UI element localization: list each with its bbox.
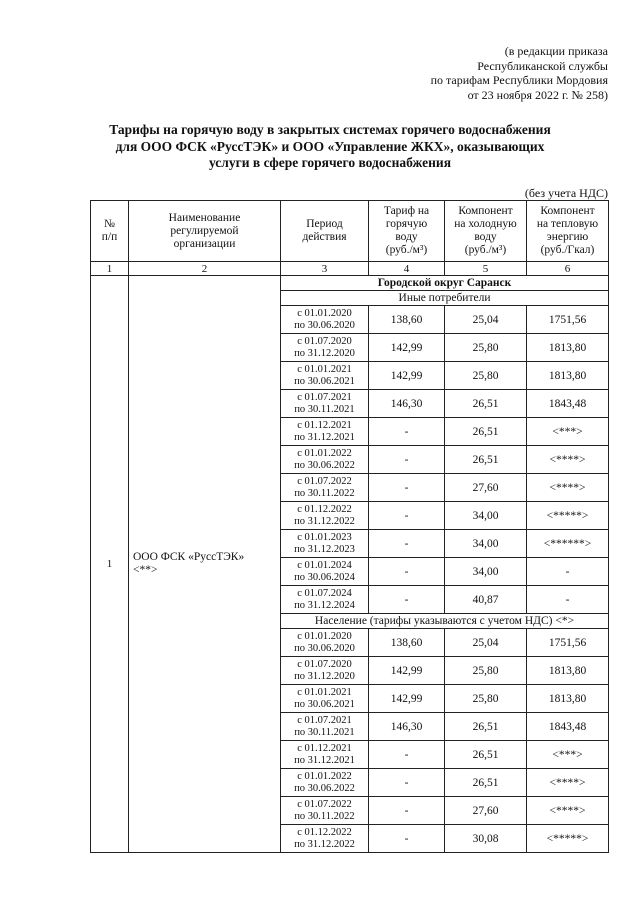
- hot-water-tariff-cell: 146,30: [369, 713, 445, 741]
- period-to: по 31.12.2022: [294, 838, 355, 850]
- column-number: 6: [527, 262, 609, 276]
- hot-water-tariff-cell: -: [369, 502, 445, 530]
- header-line: действия: [302, 231, 347, 243]
- heat-energy-component-cell: 1813,80: [527, 685, 609, 713]
- heat-energy-component-cell: 1751,56: [527, 306, 609, 334]
- header-line: Тариф на: [383, 205, 430, 217]
- heat-energy-component-cell: <****>: [527, 474, 609, 502]
- period-cell: [281, 558, 369, 586]
- period-from: с 01.01.2021: [297, 363, 352, 375]
- period-cell: [281, 769, 369, 797]
- hot-water-tariff-cell: -: [369, 769, 445, 797]
- cold-water-component-cell: 34,00: [445, 530, 527, 558]
- period-from: с 01.12.2021: [297, 419, 352, 431]
- header-tariff: [369, 201, 445, 262]
- hot-water-tariff-cell: 142,99: [369, 334, 445, 362]
- hot-water-tariff-cell: -: [369, 530, 445, 558]
- column-number: 5: [445, 262, 527, 276]
- period-to: по 31.12.2022: [294, 515, 355, 527]
- period-from: с 01.01.2023: [297, 531, 352, 543]
- title-line: Тарифы на горячую воду в закрытых системах горячего водоснабжения: [109, 122, 551, 137]
- tariff-table: [90, 200, 609, 853]
- heat-energy-component-cell: -: [527, 558, 609, 586]
- hot-water-tariff-cell: 142,99: [369, 657, 445, 685]
- period-to: по 30.06.2020: [294, 319, 355, 331]
- period-cell: [281, 530, 369, 558]
- heat-energy-component-cell: <****>: [527, 797, 609, 825]
- header-line: горячую: [385, 218, 428, 230]
- period-cell: [281, 713, 369, 741]
- cold-water-component-cell: 26,51: [445, 769, 527, 797]
- period-from: с 01.01.2024: [297, 559, 352, 571]
- period-cell: [281, 446, 369, 474]
- header-line: организации: [173, 237, 236, 250]
- region-name: Городской округ Саранск: [281, 276, 609, 291]
- period-to: по 30.11.2021: [294, 403, 355, 415]
- amendment-note: [308, 44, 608, 102]
- period-cell: [281, 629, 369, 657]
- cold-water-component-cell: 25,04: [445, 306, 527, 334]
- period-from: с 01.07.2020: [297, 335, 352, 347]
- period-to: по 30.06.2021: [294, 698, 355, 710]
- cold-water-component-cell: 26,51: [445, 390, 527, 418]
- header-line: п/п: [101, 231, 118, 243]
- header-line: Компонент: [540, 205, 595, 217]
- amendment-note-line: по тарифам Республики Мордовия: [430, 73, 608, 87]
- header-line: на холодную: [454, 218, 517, 230]
- column-number: 1: [91, 262, 129, 276]
- header-row: [91, 201, 609, 262]
- cold-water-component-cell: 25,80: [445, 685, 527, 713]
- region-row: [91, 276, 609, 291]
- period-cell: [281, 797, 369, 825]
- header-line: воду: [474, 231, 497, 243]
- column-number: 3: [281, 262, 369, 276]
- header-org: [129, 201, 281, 262]
- period-cell: [281, 825, 369, 853]
- period-from: с 01.07.2020: [297, 658, 352, 670]
- consumer-group-label: Население (тарифы указываются с учетом НДС) <*>: [281, 614, 609, 629]
- header-line: (руб./Гкал): [540, 244, 595, 256]
- period-to: по 31.12.2021: [294, 754, 355, 766]
- hot-water-tariff-cell: 142,99: [369, 362, 445, 390]
- hot-water-tariff-cell: -: [369, 474, 445, 502]
- header-period: [281, 201, 369, 262]
- header-line: энергию: [546, 231, 589, 243]
- header-num: [91, 201, 129, 262]
- heat-energy-component-cell: <***>: [527, 741, 609, 769]
- period-cell: [281, 390, 369, 418]
- period-to: по 30.06.2022: [294, 459, 355, 471]
- cold-water-component-cell: 26,51: [445, 713, 527, 741]
- period-from: с 01.07.2022: [297, 798, 352, 810]
- period-cell: [281, 418, 369, 446]
- cold-water-component-cell: 26,51: [445, 741, 527, 769]
- hot-water-tariff-cell: -: [369, 741, 445, 769]
- period-from: с 01.07.2024: [297, 587, 352, 599]
- amendment-note-line: Республиканской службы: [477, 58, 608, 73]
- period-cell: [281, 685, 369, 713]
- period-cell: [281, 502, 369, 530]
- hot-water-tariff-cell: 142,99: [369, 685, 445, 713]
- period-to: по 30.06.2022: [294, 782, 355, 794]
- period-to: по 30.11.2021: [294, 726, 355, 738]
- cold-water-component-cell: 26,51: [445, 446, 527, 474]
- period-cell: [281, 657, 369, 685]
- title-line: услуги в сфере горячего водоснабжения: [208, 155, 452, 170]
- period-to: по 30.06.2021: [294, 375, 355, 387]
- period-cell: [281, 586, 369, 614]
- period-to: по 30.06.2024: [294, 571, 355, 583]
- hot-water-tariff-cell: 146,30: [369, 390, 445, 418]
- heat-energy-component-cell: <***>: [527, 418, 609, 446]
- header-line: №: [104, 218, 115, 230]
- heat-energy-component-cell: <****>: [527, 446, 609, 474]
- cold-water-component-cell: 25,80: [445, 334, 527, 362]
- period-from: с 01.12.2022: [297, 503, 352, 515]
- heat-energy-component-cell: 1813,80: [527, 362, 609, 390]
- period-cell: [281, 334, 369, 362]
- title-line: для ООО ФСК «РуссТЭК» и ООО «Управление ЖКХ», оказывающих: [115, 138, 545, 154]
- period-from: с 01.12.2021: [297, 742, 352, 754]
- header-line: (руб./м³): [464, 244, 507, 256]
- heat-energy-component-cell: -: [527, 586, 609, 614]
- document-title: [60, 122, 600, 172]
- header-cold: [445, 201, 527, 262]
- amendment-note-line: от 23 ноября 2022 г. № 258): [467, 87, 608, 102]
- heat-energy-component-cell: <****>: [527, 769, 609, 797]
- cold-water-component-cell: 27,60: [445, 797, 527, 825]
- heat-energy-component-cell: 1843,48: [527, 390, 609, 418]
- heat-energy-component-cell: 1751,56: [527, 629, 609, 657]
- heat-energy-component-cell: 1813,80: [527, 657, 609, 685]
- period-cell: [281, 474, 369, 502]
- period-from: с 01.07.2021: [297, 714, 352, 726]
- cold-water-component-cell: 34,00: [445, 558, 527, 586]
- table-body: [91, 276, 609, 853]
- cold-water-component-cell: 27,60: [445, 474, 527, 502]
- header-line: регулируемой: [170, 224, 239, 237]
- hot-water-tariff-cell: 138,60: [369, 629, 445, 657]
- hot-water-tariff-cell: 138,60: [369, 306, 445, 334]
- cold-water-component-cell: 25,80: [445, 362, 527, 390]
- cold-water-component-cell: 25,80: [445, 657, 527, 685]
- heat-energy-component-cell: 1813,80: [527, 334, 609, 362]
- period-to: по 31.12.2020: [294, 670, 355, 682]
- organization-name-line: ООО ФСК «РуссТЭК»: [133, 551, 245, 563]
- hot-water-tariff-cell: -: [369, 825, 445, 853]
- period-from: с 01.01.2022: [297, 447, 352, 459]
- heat-energy-component-cell: <*****>: [527, 825, 609, 853]
- heat-energy-component-cell: <******>: [527, 530, 609, 558]
- heat-energy-component-cell: <*****>: [527, 502, 609, 530]
- cold-water-component-cell: 40,87: [445, 586, 527, 614]
- header-line: Компонент: [458, 205, 513, 217]
- period-from: с 01.01.2020: [297, 630, 352, 642]
- cold-water-component-cell: 30,08: [445, 825, 527, 853]
- period-from: с 01.01.2020: [297, 307, 352, 319]
- period-to: по 31.12.2020: [294, 347, 355, 359]
- hot-water-tariff-cell: -: [369, 586, 445, 614]
- period-cell: [281, 362, 369, 390]
- header-line: Период: [306, 218, 343, 230]
- period-from: с 01.07.2022: [297, 475, 352, 487]
- header-heat: [527, 201, 609, 262]
- cold-water-component-cell: 34,00: [445, 502, 527, 530]
- period-from: с 01.12.2022: [297, 826, 352, 838]
- amendment-note-line: (в редакции приказа: [504, 44, 608, 58]
- hot-water-tariff-cell: -: [369, 797, 445, 825]
- header-line: (руб./м³): [385, 244, 428, 256]
- period-cell: [281, 306, 369, 334]
- header-line: на тепловую: [536, 218, 599, 230]
- hot-water-tariff-cell: -: [369, 446, 445, 474]
- hot-water-tariff-cell: -: [369, 418, 445, 446]
- period-cell: [281, 741, 369, 769]
- period-to: по 31.12.2021: [294, 431, 355, 443]
- cold-water-component-cell: 26,51: [445, 418, 527, 446]
- period-to: по 31.12.2023: [294, 543, 355, 555]
- period-to: по 31.12.2024: [294, 599, 355, 611]
- period-to: по 30.11.2022: [294, 487, 355, 499]
- period-from: с 01.01.2021: [297, 686, 352, 698]
- organization-name-line: <**>: [133, 564, 158, 576]
- period-from: с 01.07.2021: [297, 391, 352, 403]
- column-number: 2: [129, 262, 281, 276]
- cold-water-component-cell: 25,04: [445, 629, 527, 657]
- period-to: по 30.11.2022: [294, 810, 355, 822]
- row-number: 1: [91, 276, 129, 853]
- organization-name: [129, 276, 281, 853]
- period-to: по 30.06.2020: [294, 642, 355, 654]
- consumer-group-label: Иные потребители: [281, 291, 609, 306]
- header-line: Наименование: [168, 211, 241, 224]
- column-number-row: [91, 262, 609, 276]
- column-number: 4: [369, 262, 445, 276]
- period-from: с 01.01.2022: [297, 770, 352, 782]
- heat-energy-component-cell: 1843,48: [527, 713, 609, 741]
- header-line: воду: [395, 231, 418, 243]
- hot-water-tariff-cell: -: [369, 558, 445, 586]
- vat-note: (без учета НДС): [524, 186, 608, 200]
